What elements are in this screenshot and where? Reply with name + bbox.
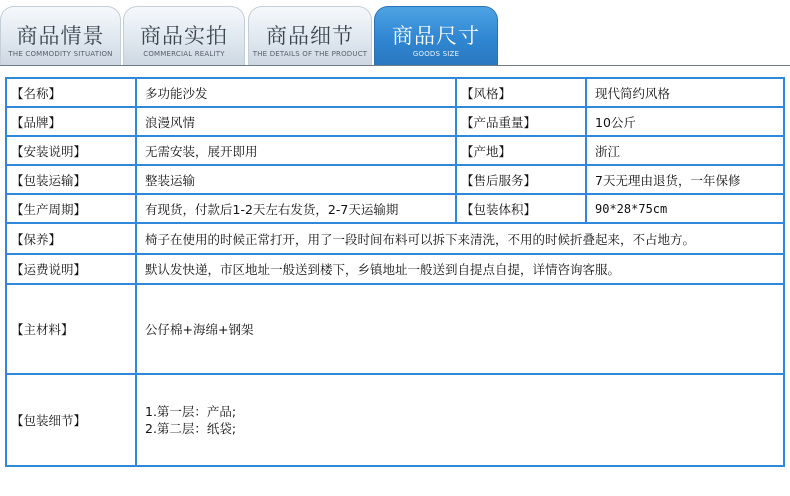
spec-value-brand: 浪漫风情 xyxy=(137,108,455,135)
spec-value-packaging xyxy=(137,375,783,465)
tab-commodity-situation[interactable] xyxy=(0,6,121,66)
spec-label-production: 【生产周期】 xyxy=(7,195,135,222)
spec-value-care: 椅子在使用的时候正常打开，用了一段时间布料可以拆下来清洗，不用的时候折叠起来，不占地方。 xyxy=(137,224,783,253)
spec-label-packaging: 【包装细节】 xyxy=(7,375,135,465)
spec-value-install: 无需安装，展开即用 xyxy=(137,137,455,164)
spec-value-weight: 10公斤 xyxy=(587,108,783,135)
spec-value-name: 多功能沙发 xyxy=(137,79,455,106)
tab-divider xyxy=(0,65,790,66)
spec-label-brand: 【品牌】 xyxy=(7,108,135,135)
spec-label-name: 【名称】 xyxy=(7,79,135,106)
spec-value-aftersale: 7天无理由退货，一年保修 xyxy=(587,166,783,193)
tab-sublabel: THE DETAILS OF THE PRODUCT xyxy=(252,50,368,58)
spec-value-freight: 默认发快递，市区地址一般送到楼下，乡镇地址一般送到自提点自提，详情咨询客服。 xyxy=(137,255,783,283)
tab-label: 商品细节 xyxy=(266,24,354,48)
tab-sublabel: GOODS SIZE xyxy=(412,50,460,58)
spec-label-shipping: 【包装运输】 xyxy=(7,166,135,193)
packaging-line: 1.第一层：产品; xyxy=(145,404,237,419)
spec-label-style: 【风格】 xyxy=(457,79,585,106)
tab-product-details[interactable] xyxy=(248,6,372,66)
tab-sublabel: THE COMMODITY SITUATION xyxy=(8,50,113,58)
tab-label: 商品实拍 xyxy=(140,24,228,48)
tab-sublabel: COMMERCIAL REALITY xyxy=(143,50,225,58)
spec-value-style: 现代简约风格 xyxy=(587,79,783,106)
spec-value-origin: 浙江 xyxy=(587,137,783,164)
spec-value-volume: 90*28*75cm xyxy=(587,195,783,222)
tab-bar xyxy=(0,0,790,66)
spec-value-shipping: 整装运输 xyxy=(137,166,455,193)
tab-commercial-reality[interactable] xyxy=(123,6,245,66)
packaging-line: 2.第二层：纸袋; xyxy=(145,421,237,436)
spec-label-install: 【安装说明】 xyxy=(7,137,135,164)
spec-table xyxy=(5,77,785,467)
tab-goods-size[interactable] xyxy=(374,6,498,66)
spec-label-material: 【主材料】 xyxy=(7,285,135,373)
spec-value-production: 有现货，付款后1-2天左右发货，2-7天运输期 xyxy=(137,195,455,222)
spec-label-volume: 【包装体积】 xyxy=(457,195,585,222)
tab-label: 商品情景 xyxy=(16,24,105,48)
spec-label-weight: 【产品重量】 xyxy=(457,108,585,135)
spec-value-material: 公仔棉+海绵+钢架 xyxy=(137,285,783,373)
spec-label-aftersale: 【售后服务】 xyxy=(457,166,585,193)
tab-label: 商品尺寸 xyxy=(392,24,480,48)
spec-label-origin: 【产地】 xyxy=(457,137,585,164)
spec-label-freight: 【运费说明】 xyxy=(7,255,135,283)
spec-label-care: 【保养】 xyxy=(7,224,135,253)
